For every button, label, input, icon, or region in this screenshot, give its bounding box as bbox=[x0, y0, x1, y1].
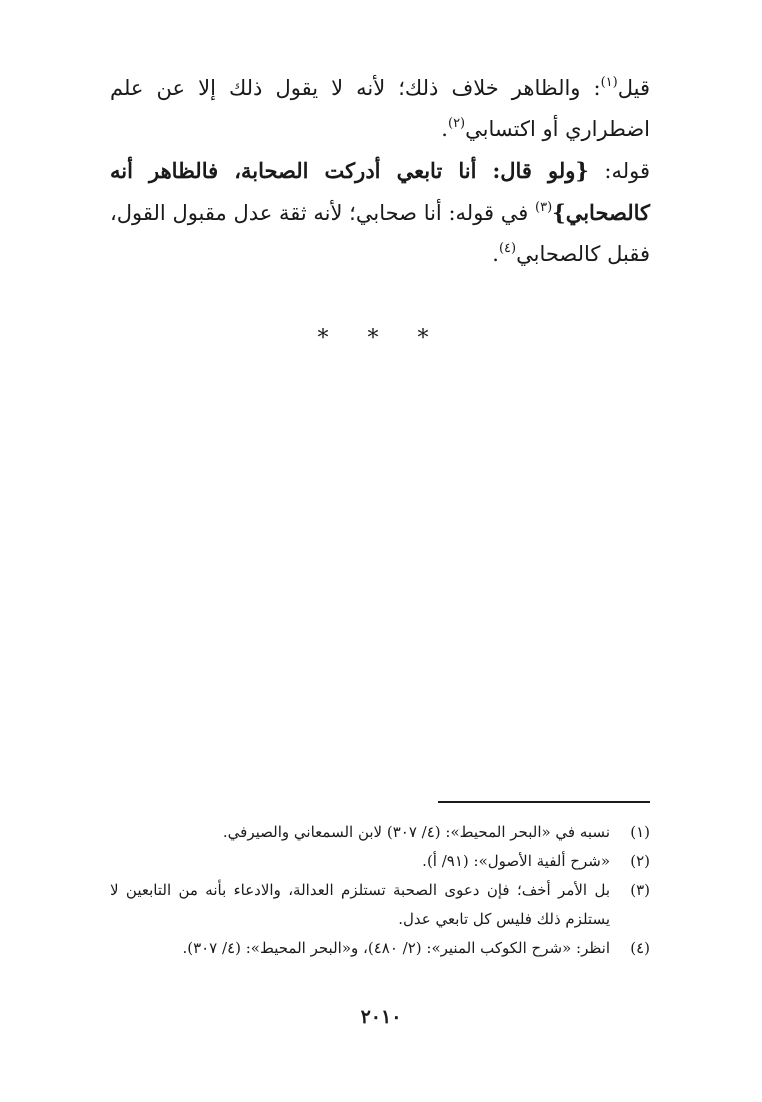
section-separator: * * * bbox=[317, 326, 445, 351]
paragraph-1-text-c: . bbox=[441, 117, 448, 141]
footnote-4 bbox=[110, 934, 650, 963]
paragraph-2-text-a: قوله: bbox=[588, 159, 650, 183]
paragraph-2 bbox=[110, 150, 650, 275]
footnote-text: نسبه في «البحر المحيط»: (٤/ ٣٠٧) لابن السمعاني والصيرفي. bbox=[222, 823, 610, 841]
footnote-ref-1: (١) bbox=[600, 75, 618, 90]
paragraph-2-text-c: . bbox=[492, 242, 499, 266]
footnote-ref-3: (٣) bbox=[535, 200, 553, 215]
footnote-text: بل الأمر أخف؛ فإن دعوى الصحبة تستلزم العدالة، والادعاء بأنه من التابعين لا يستلزم ذلك فليس كل تابعي عدل. bbox=[110, 881, 610, 928]
footnote-number: (٢) bbox=[630, 852, 650, 870]
paragraph-2-text-b: في قوله: أنا صحابي؛ لأنه ثقة عدل مقبول القول، فقبل كالصحابي bbox=[110, 201, 650, 266]
footnote-number: (١) bbox=[630, 823, 650, 841]
footnote-divider bbox=[438, 801, 650, 803]
footnote-ref-4: (٤) bbox=[498, 241, 517, 256]
footnote-text: «شرح ألفية الأصول»: (٩١/ أ). bbox=[422, 852, 610, 870]
page-number: ٢٠١٠ bbox=[360, 1006, 402, 1028]
paragraph-1 bbox=[110, 68, 650, 150]
main-text bbox=[110, 68, 650, 275]
footnote-number: (٤) bbox=[630, 939, 650, 957]
footnote-ref-2: (٢) bbox=[447, 116, 466, 131]
footnote-1 bbox=[110, 818, 650, 847]
footnote-text: انظر: «شرح الكوكب المنير»: (٢/ ٤٨٠)، و«البحر المحيط»: (٤/ ٣٠٧). bbox=[182, 939, 610, 957]
paragraph-1-text-b: : والظاهر خلاف ذلك؛ لأنه لا يقول ذلك إلا عن علم اضطراري أو اكتسابي bbox=[110, 76, 650, 141]
quoted-matn: {ولو قال: أنا تابعي أدركت الصحابة، فالظاهر أنه كالصحابي} bbox=[110, 158, 650, 225]
footnote-2 bbox=[110, 847, 650, 876]
paragraph-1-text-a: قيل bbox=[617, 76, 650, 100]
footnotes bbox=[110, 818, 650, 963]
footnote-3 bbox=[110, 876, 650, 934]
footnote-number: (٣) bbox=[630, 881, 650, 899]
